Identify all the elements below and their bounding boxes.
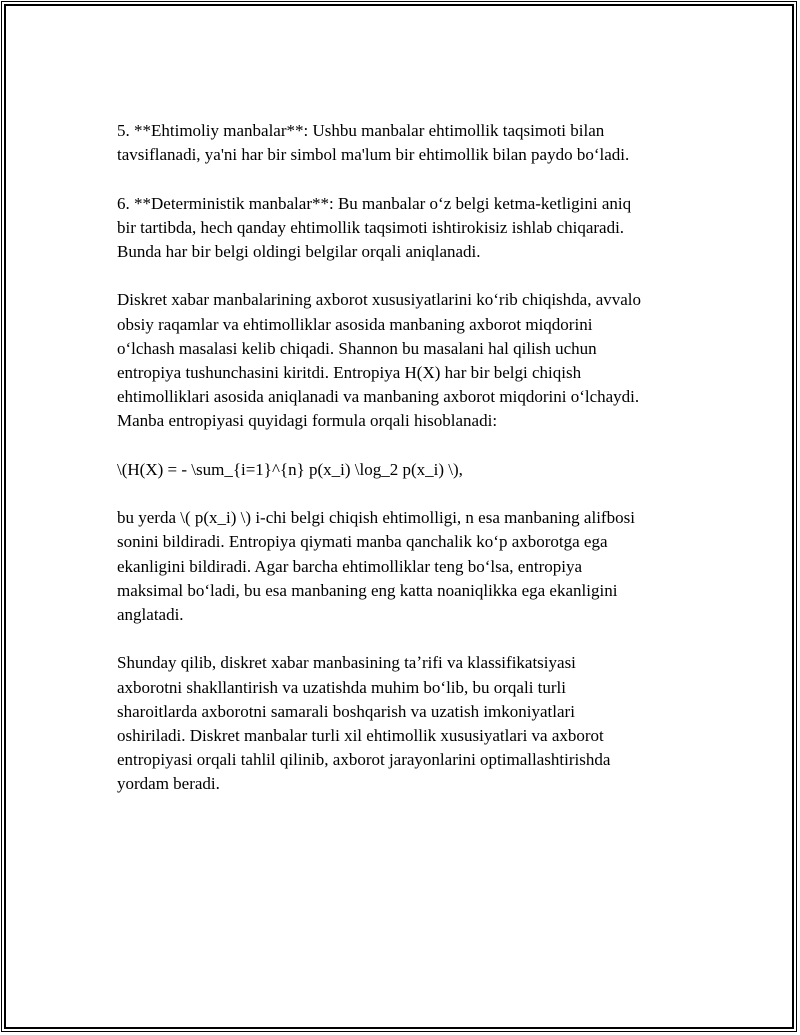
entropy-formula: \(H(X) = - \sum_{i=1}^{n} p(x_i) \log_2 p(x_i) \), [117, 459, 463, 479]
paragraph-conclusion: Shunday qilib, diskret xabar manbasining taʼrifi va klassifikatsiyasi axborotni shakllantirish va uzatishda muhim boʻlib, bu orqali turli sharoitlarda axborotni samarali boshqarish va uzatish imkoniyatlari oshiriladi. Diskret manbalar turli xil ehtimollik xususiyatlari va axborot entropiyasi orqali tahlil qilinib, axborot jarayonlarini optimallashtirishda yordam beradi. [117, 653, 611, 794]
paragraph-information-properties: Diskret xabar manbalarining axborot xususiyatlarini koʻrib chiqishda, avvalo obsiy raqamlar va ehtimolliklar asosida manbaning axborot miqdorini oʻlchash masalasi kelib chiqadi. Shannon bu masalani hal qilish uchun entropiya tushunchasini kiritdi. Entropiya H(X) har bir belgi chiqish ehtimolliklari asosida aniqlanadi va manbaning axborot miqdorini oʻlchaydi. Manba entropiyasi quyidagi formula orqali hisoblanadi: [117, 290, 642, 431]
document-body [117, 119, 692, 821]
paragraph-formula-explanation: bu yerda \( p(x_i) \) i-chi belgi chiqish ehtimolligi, n esa manbaning alifbosi sonini bildiradi. Entropiya qiymati manba qanchalik koʻp axborotga ega ekanligini bildiradi. Agar barcha ehtimolliklar teng boʻlsa, entropiya maksimal boʻladi, bu esa manbaning eng katta noaniqlikka ega ekanligini anglatadi. [117, 508, 635, 624]
paragraph-probabilistic-sources: 5. **Ehtimoliy manbalar**: Ushbu manbalar ehtimollik taqsimoti bilan tavsiflanadi, ya'ni har bir simbol ma'lum bir ehtimollik bilan paydo boʻladi. [117, 121, 630, 165]
paragraph-deterministic-sources: 6. **Deterministik manbalar**: Bu manbalar oʻz belgi ketma-ketligini aniq bir tartibda, hech qanday ehtimollik taqsimoti ishtirokisiz ishlab chiqaradi. Bunda har bir belgi oldingi belgilar orqali aniqlanadi. [117, 193, 632, 261]
